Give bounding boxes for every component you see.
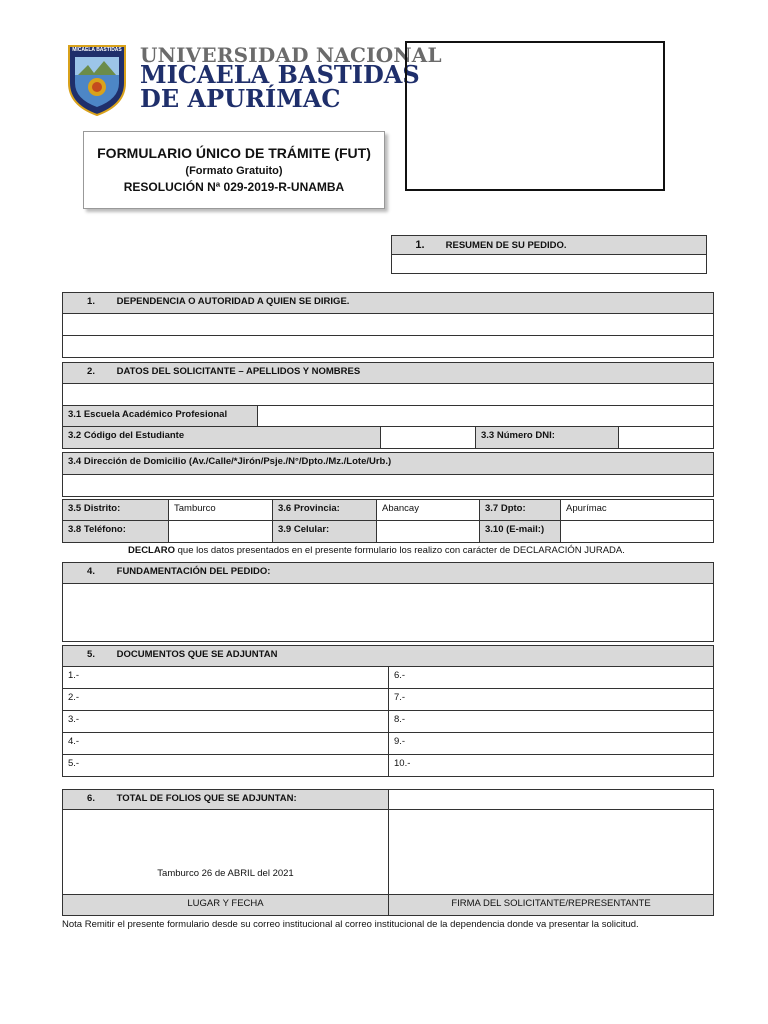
distrito-value[interactable]: Tamburco (168, 499, 273, 521)
document-item-left[interactable]: 3.- (62, 710, 389, 733)
direccion-input[interactable] (62, 474, 714, 497)
telefono-label: 3.8 Teléfono: (62, 520, 169, 543)
document-item-left[interactable]: 2.- (62, 688, 389, 711)
escuela-input[interactable] (257, 405, 714, 427)
form-subtitle: (Formato Gratuito) (185, 165, 283, 177)
distrito-label: 3.5 Distrito: (62, 499, 169, 521)
document-item-right[interactable]: 9.- (388, 732, 714, 755)
dependency-input-1[interactable] (62, 313, 714, 336)
document-item-left[interactable]: 5.- (62, 754, 389, 777)
direccion-label: 3.4 Dirección de Domicilio (Av./Calle/*Jirón/Psje./N°/Dpto./Mz./Lote/Urb.) (62, 452, 714, 475)
section4-label: FUNDAMENTACIÓN DEL PEDIDO: (116, 566, 271, 577)
folios-input[interactable] (388, 789, 714, 810)
document-item-right[interactable]: 8.- (388, 710, 714, 733)
section6-header: 6. TOTAL DE FOLIOS QUE SE ADJUNTAN: (62, 789, 389, 810)
footer-note: Nota Remitir el presente formulario desde su correo institucional al correo institucional de la dependencia donde va presentar la solicitud. (62, 919, 639, 930)
section2-label: DATOS DEL SOLICITANTE – APELLIDOS Y NOMBRES (116, 366, 361, 377)
dependency-input-2[interactable] (62, 335, 714, 358)
escuela-label: 3.1 Escuela Académico Profesional (62, 405, 258, 427)
dni-label: 3.3 Número DNI: (475, 426, 619, 449)
document-item-left[interactable]: 1.- (62, 666, 389, 689)
section4-header: 4. FUNDAMENTACIÓN DEL PEDIDO: (62, 562, 714, 584)
dni-input[interactable] (618, 426, 714, 449)
signature-area[interactable] (388, 809, 714, 895)
codigo-input[interactable] (380, 426, 476, 449)
university-name-line2: MICAELA BASTIDAS (140, 60, 420, 89)
provincia-label: 3.6 Provincia: (272, 499, 377, 521)
dpto-value[interactable]: Apurímac (560, 499, 714, 521)
university-name-line3: DE APURÍMAC (140, 84, 341, 113)
document-item-right[interactable]: 10.- (388, 754, 714, 777)
summary-header: 1. RESUMEN DE SU PEDIDO. (391, 235, 707, 255)
codigo-label: 3.2 Código del Estudiante (62, 426, 381, 449)
section6-label: TOTAL DE FOLIOS QUE SE ADJUNTAN: (116, 793, 297, 804)
university-seal (66, 43, 128, 117)
lugar-fecha-label: LUGAR Y FECHA (62, 894, 389, 916)
document-item-right[interactable]: 7.- (388, 688, 714, 711)
section5-header: 5. DOCUMENTOS QUE SE ADJUNTAN (62, 645, 714, 667)
document-item-right[interactable]: 6.- (388, 666, 714, 689)
email-input[interactable] (560, 520, 714, 543)
seal-text: MICAELA BASTIDAS (72, 47, 122, 53)
declaration-text: DECLARO que los datos presentados en el presente formulario los realizo con carácter de DECLARACIÓN JURADA. (128, 545, 625, 556)
section2-header: 2. DATOS DEL SOLICITANTE – APELLIDOS Y NOMBRES (62, 362, 714, 384)
celular-input[interactable] (376, 520, 480, 543)
place-date-area[interactable] (62, 809, 389, 895)
provincia-value[interactable]: Abancay (376, 499, 480, 521)
form-title: FORMULARIO ÚNICO DE TRÁMITE (FUT) (97, 145, 371, 161)
section1-label: DEPENDENCIA O AUTORIDAD A QUIEN SE DIRIGE. (116, 296, 350, 307)
applicant-name-input[interactable] (62, 383, 714, 406)
university-name-line1: UNIVERSIDAD NACIONAL (140, 43, 442, 67)
fundamentacion-textarea[interactable] (62, 583, 714, 642)
celular-label: 3.9 Celular: (272, 520, 377, 543)
title-box (83, 131, 385, 209)
summary-input[interactable] (391, 254, 707, 274)
summary-label: RESUMEN DE SU PEDIDO. (445, 240, 567, 251)
section1-header: 1. DEPENDENCIA O AUTORIDAD A QUIEN SE DIRIGE. (62, 292, 714, 314)
telefono-input[interactable] (168, 520, 273, 543)
dpto-label: 3.7 Dpto: (479, 499, 561, 521)
email-label: 3.10 (E-mail:) (479, 520, 561, 543)
firma-label: FIRMA DEL SOLICITANTE/REPRESENTANTE (388, 894, 714, 916)
photo-box (405, 41, 665, 191)
document-item-left[interactable]: 4.- (62, 732, 389, 755)
section5-label: DOCUMENTOS QUE SE ADJUNTAN (116, 649, 278, 660)
place-date-value: Tamburco 26 de ABRIL del 2021 (157, 868, 294, 879)
form-resolution: RESOLUCIÓN Nª 029-2019-R-UNAMBA (123, 180, 345, 194)
